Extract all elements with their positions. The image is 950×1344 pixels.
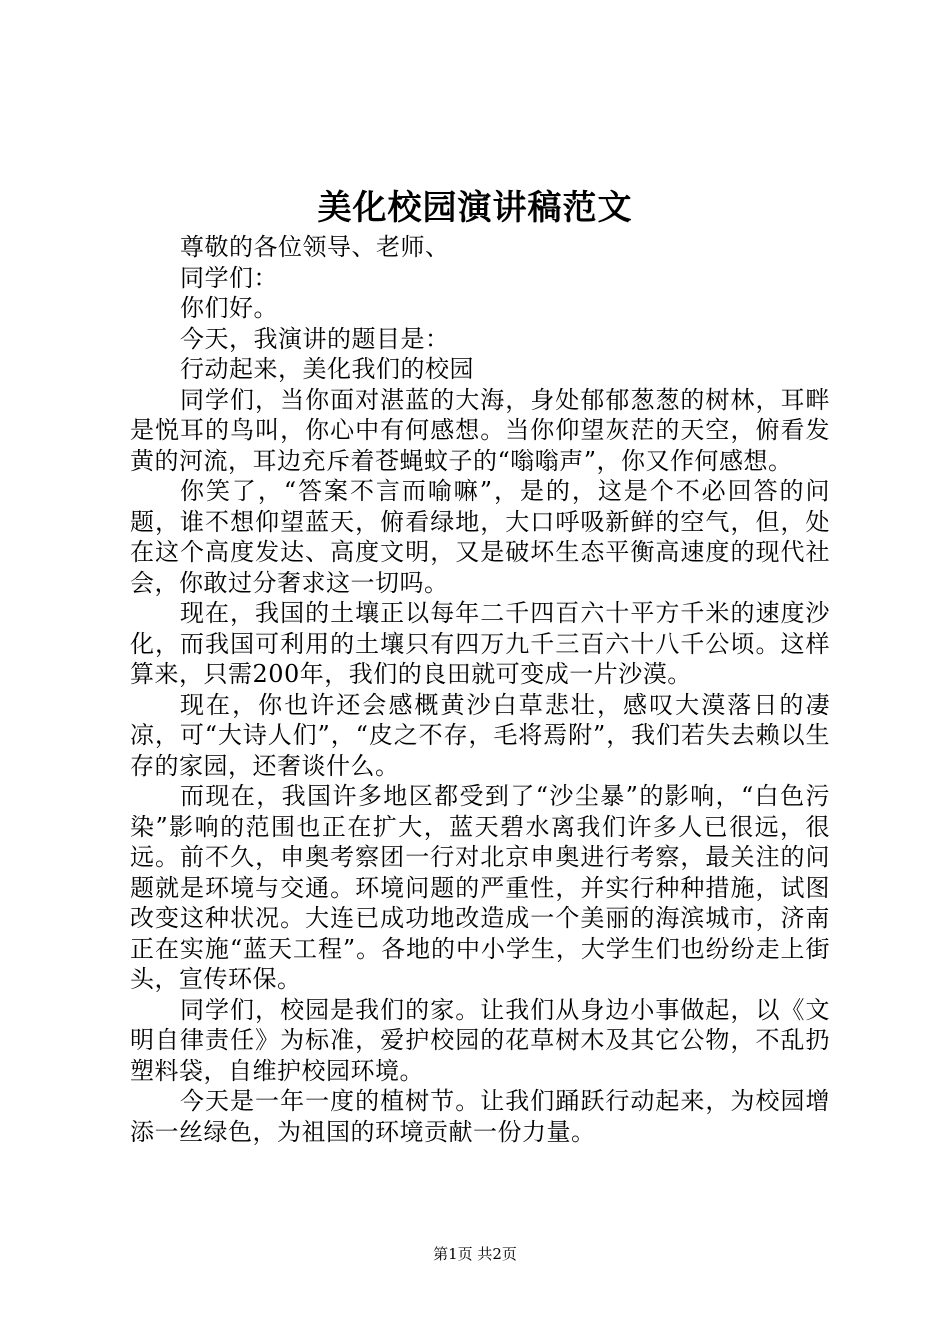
paragraph-body: 同学们，校园是我们的家。让我们从身边小事做起，以《文明自律责任》为标准，爱护校园的花草树木及其它公物，不乱扔塑料袋，自维护校园环境。 <box>130 995 830 1085</box>
paragraph-salutation-students: 同学们： <box>180 263 278 292</box>
paragraph-greeting: 你们好。 <box>180 294 278 322</box>
paragraph-body: 而现在，我国许多地区都受到了“沙尘暴”的影响，“白色污染”影响的范围也正在扩大，蓝天碧水离我们许多人已很远，很远。前不久，申奥考察团一行对北京申奥进行考察，最关注的问题就是环境与交通。环境问题的严重性，并实行种种措施，试图改变这种状况。大连已成功地改造成一个美丽的海滨城市，济南正在实施“蓝天工程”。各地的中小学生，大学生们也纷纷走上街头，宣传环保。 <box>130 782 830 993</box>
paragraph-topic: 行动起来，美化我们的校园 <box>180 355 474 383</box>
paragraph-body: 同学们，当你面对湛蓝的大海，身处郁郁葱葱的树林，耳畔是悦耳的鸟叫，你心中有何感想。当你仰望灰茫的天空，俯看发黄的河流，耳边充斥着苍蝇蚊子的“嗡嗡声”，你又作何感想。 <box>130 385 830 475</box>
page-number-footer: 第1页 共2页 <box>433 1245 517 1263</box>
document-body <box>130 232 830 1147</box>
paragraph-topic-intro: 今天，我演讲的题目是： <box>180 324 450 353</box>
document-title: 美化校园演讲稿范文 <box>317 188 633 228</box>
paragraph-body: 现在，你也许还会感概黄沙白草悲壮，感叹大漠落日的凄凉，可“大诗人们”，“皮之不存，毛将焉附”，我们若失去赖以生存的家园，还奢谈什么。 <box>130 690 830 780</box>
paragraph-salutation: 尊敬的各位领导、老师、 <box>180 233 450 261</box>
paragraph-closing: 今天是一年一度的植树节。让我们踊跃行动起来，为校园增添一丝绿色，为祖国的环境贡献一份力量。 <box>130 1087 830 1146</box>
paragraph-body: 你笑了，“答案不言而喻嘛”，是的，这是个不必回答的问题，谁不想仰望蓝天，俯看绿地，大口呼吸新鲜的空气，但，处在这个高度发达、高度文明，又是破坏生态平衡高速度的现代社会，你敢过分奢求这一切吗。 <box>130 477 830 597</box>
paragraph-body: 现在，我国的土壤正以每年二千四百六十平方千米的速度沙化，而我国可利用的土壤只有四万九千三百六十八千公顷。这样算来，只需200年，我们的良田就可变成一片沙漠。 <box>130 599 830 688</box>
